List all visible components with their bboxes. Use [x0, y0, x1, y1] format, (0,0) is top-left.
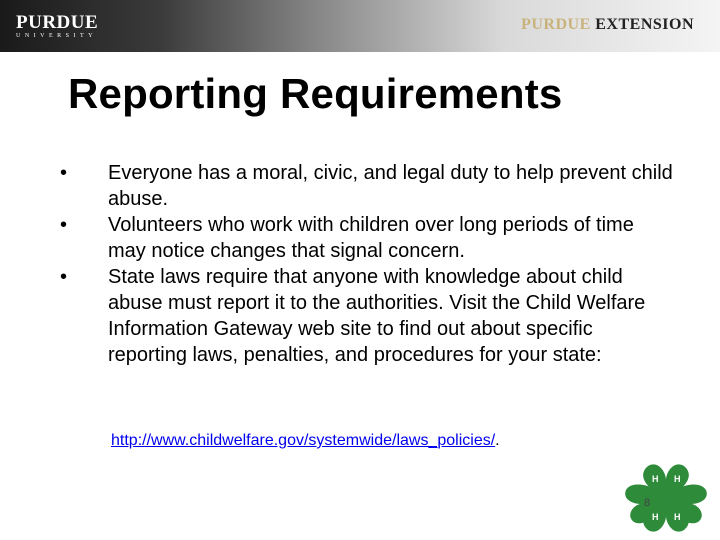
bullet-text: State laws require that anyone with knowledge about child abuse must report it to the authorities. Visit the Child Welfare Information Gateway web site to find out about specific reporting laws, penalties, and procedures for your state: — [108, 266, 646, 366]
bullet-item — [57, 212, 677, 264]
bullet-list — [57, 160, 677, 368]
bullet-text: Everyone has a moral, civic, and legal duty to help prevent child abuse. — [108, 162, 673, 210]
bullet-marker: • — [60, 214, 68, 236]
bullet-marker: • — [60, 266, 68, 288]
purdue-extension-logo — [521, 16, 694, 34]
slide-title: Reporting Requirements — [68, 70, 563, 117]
purdue-university-logo — [16, 13, 98, 40]
4-h-clover-icon — [618, 460, 714, 536]
bullet-item — [57, 264, 677, 368]
bullet-marker: • — [60, 162, 68, 184]
link-line — [111, 432, 500, 450]
purdue-logo-main: PURDUE — [16, 12, 99, 33]
extension-logo-extension: EXTENSION — [595, 16, 694, 33]
bullet-item — [57, 160, 677, 212]
svg-text:H: H — [652, 512, 659, 522]
svg-text:H: H — [674, 474, 681, 484]
link-suffix: . — [495, 432, 500, 449]
purdue-logo-sub: UNIVERSITY — [16, 33, 97, 39]
bullet-text: Volunteers who work with children over long periods of time may notice changes that signal concern. — [108, 214, 634, 262]
header-banner — [0, 0, 720, 52]
child-welfare-laws-link[interactable]: http://www.childwelfare.gov/systemwide/laws_policies/ — [111, 432, 496, 449]
svg-text:H: H — [674, 512, 681, 522]
svg-text:H: H — [652, 474, 659, 484]
page-number: 8 — [644, 497, 651, 509]
extension-logo-purdue: PURDUE — [521, 16, 591, 33]
